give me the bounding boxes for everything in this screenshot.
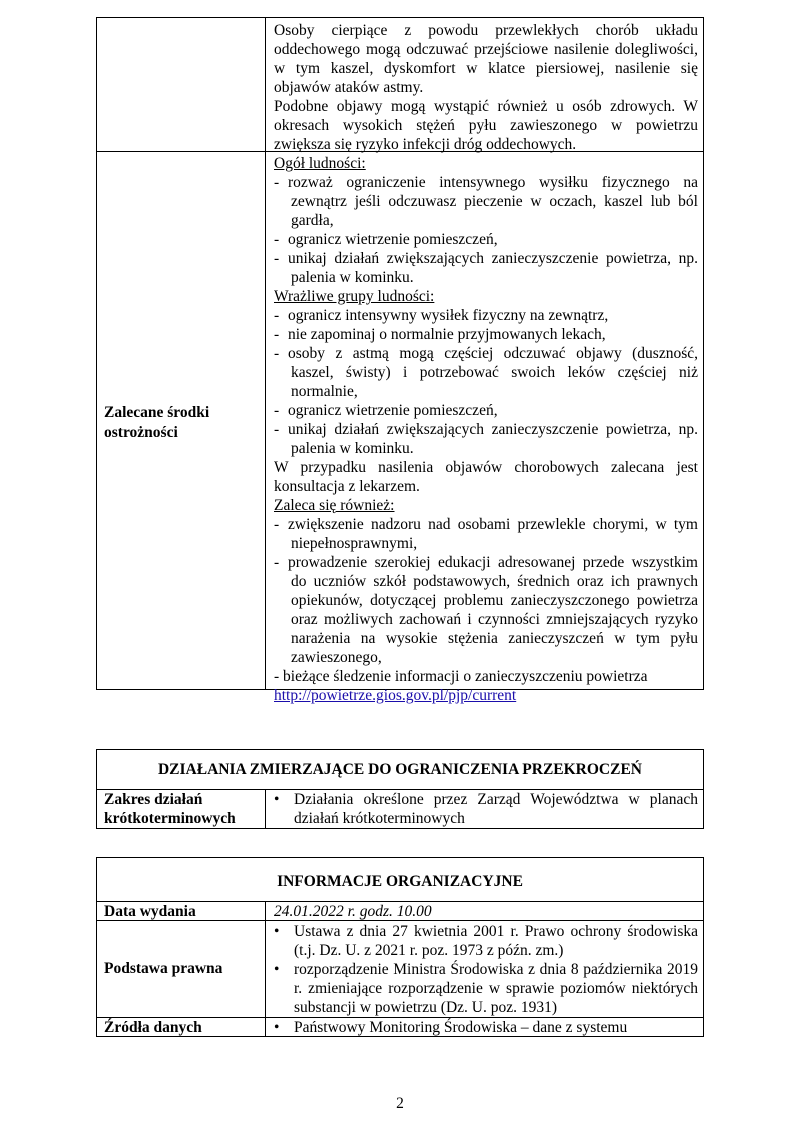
list-item: - unikaj działań zwiększających zanieczyszczenie powietrza, np. palenia w kominku. bbox=[274, 421, 698, 457]
page-number: 2 bbox=[396, 1095, 404, 1112]
health-effects-cell bbox=[274, 21, 698, 154]
issue-date-label: Data wydania bbox=[104, 903, 196, 920]
legal-basis-label: Podstawa prawna bbox=[104, 960, 223, 977]
issue-date-value: 24.01.2022 r. godz. 10.00 bbox=[274, 903, 432, 920]
precautions-cell bbox=[274, 154, 698, 705]
effects-precautions-table bbox=[96, 17, 704, 704]
column-divider bbox=[265, 18, 266, 689]
list-item: - rozważ ograniczenie intensywnego wysiłku fizycznego na zewnątrz jeśli odczuwasz pieczenie w oczach, kaszel lub ból gardła, bbox=[274, 174, 698, 229]
tracking-note: - bieżące śledzenie informacji o zanieczyszczeniu powietrza bbox=[274, 668, 648, 685]
data-sources-value bbox=[274, 1018, 698, 1037]
air-quality-link[interactable]: http://powietrze.gios.gov.pl/pjp/current bbox=[274, 687, 517, 704]
precautions-label: Zalecane środki ostrożności bbox=[104, 404, 210, 441]
sensitive-groups-heading: Wrażliwe grupy ludności: bbox=[274, 288, 435, 305]
actions-table-title: DZIAŁANIA ZMIERZAJĄCE DO OGRANICZENIA PRZEKROCZEŃ bbox=[157, 761, 642, 778]
legal-basis-value bbox=[274, 922, 698, 1017]
general-population-heading: Ogół ludności: bbox=[274, 155, 366, 172]
list-item: - unikaj działań zwiększających zanieczyszczenie powietrza, np. palenia w kominku. bbox=[274, 250, 698, 286]
list-item: • Państwowy Monitoring Środowiska – dane z systemu bbox=[274, 1019, 628, 1036]
consultation-note: W przypadku nasilenia objawów chorobowych zalecana jest konsultacja z lekarzem. bbox=[274, 459, 698, 495]
data-sources-label: Źródła danych bbox=[104, 1019, 202, 1036]
short-term-actions-label: Zakres działań krótkoterminowych bbox=[104, 791, 236, 827]
health-effects-paragraph: Osoby cierpiące z powodu przewlekłych chorób układu oddechowego mogą odczuwać przejściowe nasilenie dolegliwości, w tym kaszel, dyskomfort w klatce piersiowej, nasilenie się objawów ataków astmy. bbox=[274, 22, 698, 96]
short-term-actions-value bbox=[274, 791, 698, 828]
organizational-info-title: INFORMACJE ORGANIZACYJNE bbox=[277, 873, 523, 890]
list-item: - ogranicz intensywny wysiłek fizyczny na zewnątrz, bbox=[274, 307, 609, 324]
list-item: - ogranicz wietrzenie pomieszczeń, bbox=[274, 402, 498, 419]
list-item: - ogranicz wietrzenie pomieszczeń, bbox=[274, 231, 498, 248]
actions-table bbox=[96, 749, 704, 829]
also-recommended-heading: Zaleca się również: bbox=[274, 497, 395, 514]
row-divider bbox=[97, 789, 703, 790]
bullet-icon: • bbox=[274, 791, 280, 808]
organizational-info-table bbox=[96, 857, 704, 1037]
bullet-icon: • bbox=[274, 961, 280, 978]
list-item: • Działania określone przez Zarząd Województwa w planach działań krótkoterminowych bbox=[274, 791, 698, 827]
list-item: - nie zapominaj o normalnie przyjmowanych lekach, bbox=[274, 326, 606, 343]
list-item: - zwiększenie nadzoru nad osobami przewlekle chorymi, w tym niepełnosprawnymi, bbox=[274, 516, 698, 552]
health-effects-paragraph: Podobne objawy mogą wystąpić również u osób zdrowych. W okresach wysokich stężeń pyłu zawieszonego w powietrzu zwiększa się ryzyko infekcji dróg oddechowych. bbox=[274, 98, 698, 153]
list-item: - prowadzenie szerokiej edukacji adresowanej przede wszystkim do uczniów szkół podstawowych, średnich oraz ich prawnych opiekunów, dotyczącej problemu zanieczyszczonego powietrza oraz możliwych zachowań i czynności zmniejszających ryzyko narażenia na wysokie stężenia zanieczyszczeń w tym pyłu zawieszonego, bbox=[274, 554, 698, 666]
link-line bbox=[274, 686, 698, 705]
bullet-icon: • bbox=[274, 1019, 280, 1036]
list-item: • Ustawa z dnia 27 kwietnia 2001 r. Prawo ochrony środowiska (t.j. Dz. U. z 2021 r. poz. 1973 z późn. zm.) bbox=[274, 923, 698, 959]
bullet-icon: • bbox=[274, 923, 280, 940]
list-item: • rozporządzenie Ministra Środowiska z dnia 8 października 2019 r. zmieniające rozporządzenie w sprawie poziomów niektórych substancji w powietrzu (Dz. U. poz. 1931) bbox=[274, 961, 698, 1016]
column-divider bbox=[265, 901, 266, 1036]
list-item: - osoby z astmą mogą częściej odczuwać objawy (duszność, kaszel, świsty) i potrzebować swoich leków częściej niż normalnie, bbox=[274, 345, 698, 400]
column-divider bbox=[265, 789, 266, 828]
